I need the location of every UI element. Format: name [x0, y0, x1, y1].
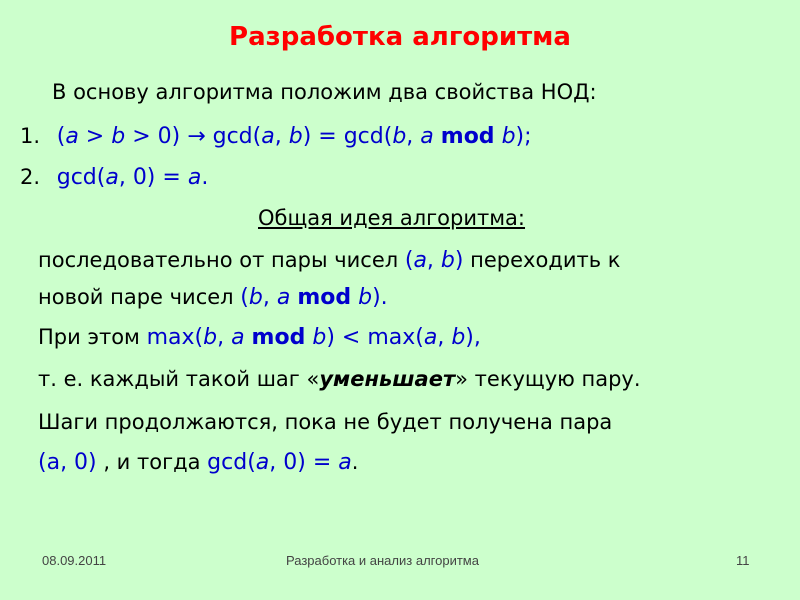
emphasis-word: уменьшает: [319, 367, 456, 391]
slide-title: Разработка алгоритма: [229, 22, 571, 52]
property-2-formula: gcd(a, 0) = a.: [56, 165, 209, 190]
paragraph-1-line-1: последовательно от пары чисел (a, b) переходить к: [38, 248, 621, 273]
paragraph-4-line-1: Шаги продолжаются, пока не будет получена пара: [38, 410, 613, 434]
property-1-formula: (a > b > 0) → gcd(a, b) = gcd(b, a mod b);: [56, 124, 532, 149]
pair-a0: (a, 0): [38, 450, 97, 475]
intro-text: В основу алгоритма положим два свойства НОД:: [52, 80, 597, 104]
property-1: [20, 122, 532, 151]
footer-title: Разработка и анализ алгоритма: [286, 553, 479, 568]
paragraph-3: т. е. каждый такой шаг «уменьшает» текущую пару.: [38, 367, 641, 391]
paragraph-1-line-2: новой паре чисел (b, a mod b).: [38, 285, 388, 310]
property-2-number: 2.: [20, 165, 41, 189]
footer-date: 08.09.2011: [42, 553, 107, 568]
property-2: [20, 163, 208, 192]
property-1-number: 1.: [20, 124, 41, 148]
pair-ab: (a, b): [404, 248, 464, 273]
gcd-result: gcd(a, 0) = a: [207, 450, 352, 475]
footer-page-number: 11: [736, 553, 750, 568]
paragraph-2: При этом max(b, a mod b) < max(a, b),: [38, 325, 481, 350]
idea-heading: Общая идея алгоритма:: [258, 206, 526, 230]
pair-b-amodb: (b, a mod b).: [240, 285, 388, 310]
max-inequality: max(b, a mod b) < max(a, b),: [146, 325, 481, 350]
paragraph-4-line-2: (a, 0) , и тогда gcd(a, 0) = a.: [38, 450, 359, 475]
